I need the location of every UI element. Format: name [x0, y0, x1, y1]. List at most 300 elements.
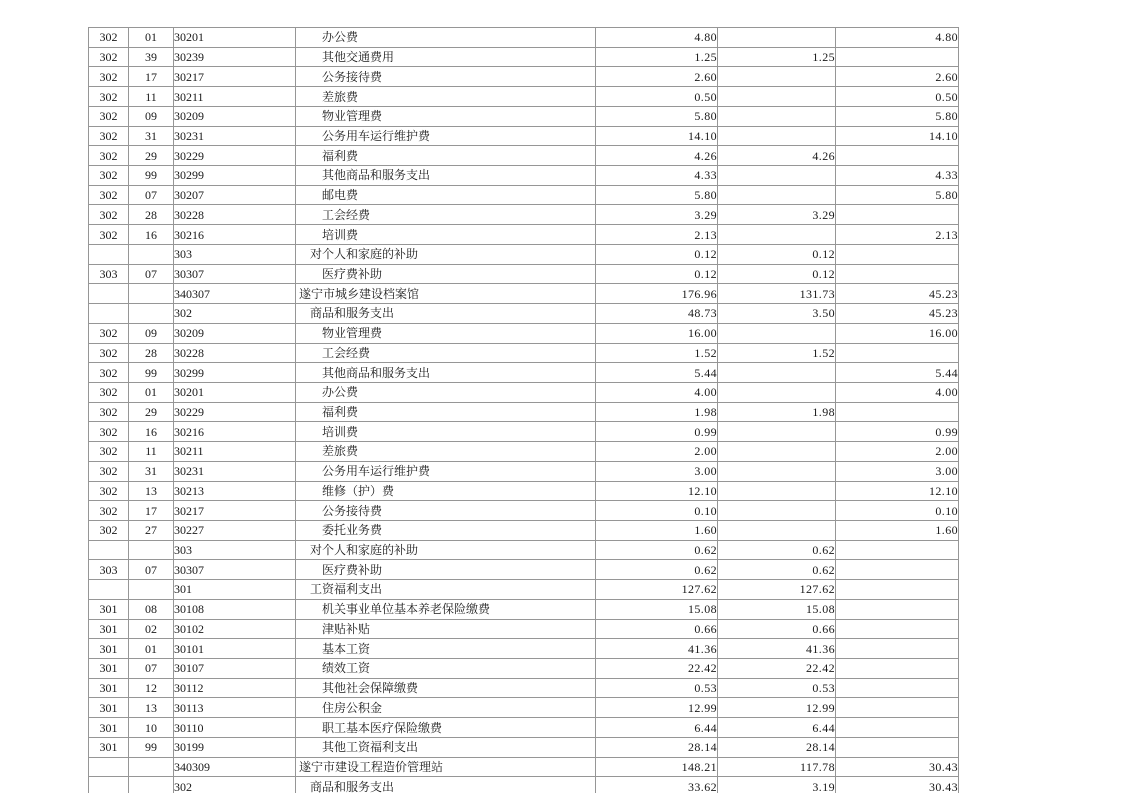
item-code-cell: 01	[129, 639, 174, 659]
table-row	[89, 244, 959, 264]
amount1-cell: 5.44	[596, 363, 718, 383]
amount1-cell: 6.44	[596, 718, 718, 738]
name-cell: 差旅费	[296, 87, 596, 107]
class-code-cell: 302	[89, 225, 129, 245]
name-cell: 福利费	[296, 146, 596, 166]
table-row	[89, 146, 959, 166]
amount2-cell	[718, 363, 836, 383]
name-cell: 其他社会保障缴费	[296, 678, 596, 698]
amount1-cell: 0.62	[596, 560, 718, 580]
class-code-cell: 302	[89, 126, 129, 146]
name-cell: 委托业务费	[296, 520, 596, 540]
class-code-cell: 302	[89, 501, 129, 521]
amount2-cell: 1.52	[718, 343, 836, 363]
amount1-cell: 28.14	[596, 737, 718, 757]
class-code-cell: 302	[89, 520, 129, 540]
table-row	[89, 501, 959, 521]
code-cell: 30209	[174, 323, 296, 343]
table-row	[89, 461, 959, 481]
code-cell: 303	[174, 244, 296, 264]
amount2-cell	[718, 461, 836, 481]
class-code-cell	[89, 284, 129, 304]
amount1-cell: 0.53	[596, 678, 718, 698]
amount2-cell: 1.25	[718, 47, 836, 67]
amount2-cell	[718, 166, 836, 186]
code-cell: 30213	[174, 481, 296, 501]
amount3-cell: 3.00	[836, 461, 959, 481]
table-row	[89, 540, 959, 560]
name-cell: 遂宁市建设工程造价管理站	[296, 757, 596, 777]
amount2-cell	[718, 87, 836, 107]
class-code-cell: 302	[89, 442, 129, 462]
amount3-cell	[836, 639, 959, 659]
code-cell: 30227	[174, 520, 296, 540]
table-row	[89, 442, 959, 462]
class-code-cell: 301	[89, 619, 129, 639]
item-code-cell: 13	[129, 698, 174, 718]
amount3-cell: 2.00	[836, 442, 959, 462]
code-cell: 340309	[174, 757, 296, 777]
item-code-cell: 01	[129, 382, 174, 402]
amount3-cell	[836, 659, 959, 679]
item-code-cell: 31	[129, 126, 174, 146]
class-code-cell	[89, 580, 129, 600]
amount1-cell: 41.36	[596, 639, 718, 659]
code-cell: 30110	[174, 718, 296, 738]
table-row	[89, 422, 959, 442]
amount2-cell	[718, 520, 836, 540]
amount3-cell: 2.13	[836, 225, 959, 245]
table-row	[89, 47, 959, 67]
amount3-cell: 4.80	[836, 28, 959, 48]
amount1-cell: 4.26	[596, 146, 718, 166]
table-row	[89, 363, 959, 383]
amount1-cell: 2.60	[596, 67, 718, 87]
name-cell: 职工基本医疗保险缴费	[296, 718, 596, 738]
table-row	[89, 304, 959, 324]
code-cell: 30207	[174, 185, 296, 205]
name-cell: 津贴补贴	[296, 619, 596, 639]
class-code-cell: 302	[89, 87, 129, 107]
class-code-cell: 301	[89, 737, 129, 757]
amount1-cell: 4.80	[596, 28, 718, 48]
table-row	[89, 284, 959, 304]
item-code-cell	[129, 284, 174, 304]
amount1-cell: 15.08	[596, 599, 718, 619]
name-cell: 办公费	[296, 28, 596, 48]
table-row	[89, 718, 959, 738]
code-cell: 30201	[174, 382, 296, 402]
code-cell: 30228	[174, 343, 296, 363]
amount1-cell: 12.99	[596, 698, 718, 718]
code-cell: 30201	[174, 28, 296, 48]
amount3-cell: 14.10	[836, 126, 959, 146]
table-row	[89, 402, 959, 422]
name-cell: 培训费	[296, 225, 596, 245]
amount2-cell: 127.62	[718, 580, 836, 600]
name-cell: 绩效工资	[296, 659, 596, 679]
amount2-cell	[718, 126, 836, 146]
code-cell: 30307	[174, 264, 296, 284]
amount3-cell	[836, 264, 959, 284]
item-code-cell: 99	[129, 363, 174, 383]
class-code-cell	[89, 244, 129, 264]
code-cell: 30199	[174, 737, 296, 757]
name-cell: 商品和服务支出	[296, 304, 596, 324]
table-row	[89, 323, 959, 343]
amount3-cell	[836, 678, 959, 698]
code-cell: 30216	[174, 422, 296, 442]
item-code-cell	[129, 540, 174, 560]
amount3-cell	[836, 402, 959, 422]
amount1-cell: 0.50	[596, 87, 718, 107]
table-row	[89, 737, 959, 757]
amount2-cell	[718, 185, 836, 205]
class-code-cell: 302	[89, 323, 129, 343]
amount2-cell	[718, 442, 836, 462]
item-code-cell	[129, 244, 174, 264]
table-row	[89, 757, 959, 777]
class-code-cell: 302	[89, 461, 129, 481]
table-row	[89, 166, 959, 186]
name-cell: 机关事业单位基本养老保险缴费	[296, 599, 596, 619]
name-cell: 办公费	[296, 382, 596, 402]
class-code-cell: 302	[89, 67, 129, 87]
table-row	[89, 67, 959, 87]
class-code-cell: 302	[89, 166, 129, 186]
amount3-cell: 5.80	[836, 185, 959, 205]
amount2-cell: 28.14	[718, 737, 836, 757]
table-row	[89, 225, 959, 245]
item-code-cell: 09	[129, 106, 174, 126]
item-code-cell: 09	[129, 323, 174, 343]
amount2-cell: 131.73	[718, 284, 836, 304]
name-cell: 其他商品和服务支出	[296, 166, 596, 186]
item-code-cell: 02	[129, 619, 174, 639]
table-body	[89, 28, 959, 793]
class-code-cell	[89, 540, 129, 560]
amount2-cell: 0.62	[718, 560, 836, 580]
code-cell: 340307	[174, 284, 296, 304]
table-row	[89, 777, 959, 793]
name-cell: 培训费	[296, 422, 596, 442]
table-row	[89, 28, 959, 48]
name-cell: 工会经费	[296, 343, 596, 363]
amount1-cell: 22.42	[596, 659, 718, 679]
amount1-cell: 0.10	[596, 501, 718, 521]
item-code-cell: 29	[129, 402, 174, 422]
item-code-cell: 39	[129, 47, 174, 67]
item-code-cell: 31	[129, 461, 174, 481]
name-cell: 福利费	[296, 402, 596, 422]
amount3-cell: 5.80	[836, 106, 959, 126]
item-code-cell: 13	[129, 481, 174, 501]
amount3-cell: 45.23	[836, 284, 959, 304]
code-cell: 30231	[174, 126, 296, 146]
amount3-cell	[836, 205, 959, 225]
name-cell: 对个人和家庭的补助	[296, 244, 596, 264]
item-code-cell: 11	[129, 442, 174, 462]
name-cell: 其他交通费用	[296, 47, 596, 67]
class-code-cell	[89, 777, 129, 793]
table-row	[89, 205, 959, 225]
budget-table	[88, 27, 959, 793]
class-code-cell: 302	[89, 205, 129, 225]
amount2-cell	[718, 422, 836, 442]
amount2-cell	[718, 481, 836, 501]
code-cell: 30107	[174, 659, 296, 679]
class-code-cell: 302	[89, 382, 129, 402]
amount3-cell	[836, 146, 959, 166]
table-row	[89, 382, 959, 402]
code-cell: 30102	[174, 619, 296, 639]
name-cell: 医疗费补助	[296, 264, 596, 284]
table-row	[89, 599, 959, 619]
amount2-cell: 4.26	[718, 146, 836, 166]
amount1-cell: 4.33	[596, 166, 718, 186]
amount1-cell: 3.29	[596, 205, 718, 225]
amount3-cell: 4.00	[836, 382, 959, 402]
class-code-cell: 301	[89, 659, 129, 679]
amount3-cell	[836, 540, 959, 560]
amount3-cell: 16.00	[836, 323, 959, 343]
amount1-cell: 3.00	[596, 461, 718, 481]
amount2-cell: 6.44	[718, 718, 836, 738]
class-code-cell: 301	[89, 678, 129, 698]
item-code-cell: 08	[129, 599, 174, 619]
class-code-cell: 302	[89, 402, 129, 422]
item-code-cell: 29	[129, 146, 174, 166]
code-cell: 30229	[174, 402, 296, 422]
table-row	[89, 659, 959, 679]
amount1-cell: 0.12	[596, 244, 718, 264]
amount1-cell: 148.21	[596, 757, 718, 777]
code-cell: 30217	[174, 501, 296, 521]
amount1-cell: 1.52	[596, 343, 718, 363]
amount2-cell: 0.66	[718, 619, 836, 639]
item-code-cell: 01	[129, 28, 174, 48]
name-cell: 对个人和家庭的补助	[296, 540, 596, 560]
table-row	[89, 264, 959, 284]
code-cell: 30216	[174, 225, 296, 245]
amount1-cell: 2.00	[596, 442, 718, 462]
amount3-cell	[836, 718, 959, 738]
name-cell: 住房公积金	[296, 698, 596, 718]
amount1-cell: 33.62	[596, 777, 718, 793]
code-cell: 302	[174, 304, 296, 324]
amount2-cell: 41.36	[718, 639, 836, 659]
class-code-cell: 303	[89, 264, 129, 284]
amount1-cell: 1.98	[596, 402, 718, 422]
class-code-cell: 302	[89, 422, 129, 442]
amount2-cell	[718, 382, 836, 402]
class-code-cell: 302	[89, 106, 129, 126]
table-row	[89, 560, 959, 580]
amount1-cell: 5.80	[596, 185, 718, 205]
class-code-cell: 302	[89, 28, 129, 48]
amount1-cell: 12.10	[596, 481, 718, 501]
amount2-cell	[718, 28, 836, 48]
amount2-cell: 0.62	[718, 540, 836, 560]
amount3-cell: 5.44	[836, 363, 959, 383]
amount3-cell: 4.33	[836, 166, 959, 186]
amount2-cell: 3.19	[718, 777, 836, 793]
name-cell: 公务接待费	[296, 501, 596, 521]
amount3-cell: 2.60	[836, 67, 959, 87]
amount1-cell: 0.12	[596, 264, 718, 284]
table-row	[89, 580, 959, 600]
code-cell: 30228	[174, 205, 296, 225]
amount3-cell: 45.23	[836, 304, 959, 324]
amount1-cell: 14.10	[596, 126, 718, 146]
code-cell: 30299	[174, 166, 296, 186]
amount1-cell: 48.73	[596, 304, 718, 324]
name-cell: 物业管理费	[296, 106, 596, 126]
table-row	[89, 698, 959, 718]
code-cell: 30112	[174, 678, 296, 698]
code-cell: 30217	[174, 67, 296, 87]
code-cell: 30231	[174, 461, 296, 481]
class-code-cell: 301	[89, 639, 129, 659]
item-code-cell: 10	[129, 718, 174, 738]
item-code-cell	[129, 580, 174, 600]
item-code-cell: 27	[129, 520, 174, 540]
table-row	[89, 87, 959, 107]
class-code-cell: 302	[89, 146, 129, 166]
amount2-cell	[718, 225, 836, 245]
amount2-cell: 0.12	[718, 244, 836, 264]
amount3-cell	[836, 580, 959, 600]
amount1-cell: 0.62	[596, 540, 718, 560]
amount1-cell: 127.62	[596, 580, 718, 600]
class-code-cell: 301	[89, 698, 129, 718]
class-code-cell: 303	[89, 560, 129, 580]
code-cell: 30113	[174, 698, 296, 718]
amount3-cell: 1.60	[836, 520, 959, 540]
name-cell: 维修（护）费	[296, 481, 596, 501]
code-cell: 30101	[174, 639, 296, 659]
item-code-cell: 07	[129, 185, 174, 205]
amount3-cell	[836, 560, 959, 580]
item-code-cell: 11	[129, 87, 174, 107]
name-cell: 差旅费	[296, 442, 596, 462]
item-code-cell: 16	[129, 422, 174, 442]
amount3-cell: 0.50	[836, 87, 959, 107]
amount1-cell: 2.13	[596, 225, 718, 245]
code-cell: 30209	[174, 106, 296, 126]
table-row	[89, 126, 959, 146]
class-code-cell: 302	[89, 343, 129, 363]
code-cell: 30299	[174, 363, 296, 383]
code-cell: 303	[174, 540, 296, 560]
name-cell: 工资福利支出	[296, 580, 596, 600]
table-row	[89, 481, 959, 501]
amount2-cell: 12.99	[718, 698, 836, 718]
amount2-cell: 3.50	[718, 304, 836, 324]
amount3-cell: 12.10	[836, 481, 959, 501]
code-cell: 30307	[174, 560, 296, 580]
amount3-cell	[836, 47, 959, 67]
item-code-cell: 07	[129, 560, 174, 580]
name-cell: 物业管理费	[296, 323, 596, 343]
amount1-cell: 0.66	[596, 619, 718, 639]
amount2-cell	[718, 106, 836, 126]
amount1-cell: 4.00	[596, 382, 718, 402]
amount1-cell: 16.00	[596, 323, 718, 343]
amount3-cell	[836, 343, 959, 363]
amount3-cell	[836, 698, 959, 718]
item-code-cell: 16	[129, 225, 174, 245]
class-code-cell: 302	[89, 363, 129, 383]
table-row	[89, 106, 959, 126]
amount2-cell: 117.78	[718, 757, 836, 777]
class-code-cell: 301	[89, 599, 129, 619]
amount3-cell	[836, 599, 959, 619]
amount3-cell: 0.99	[836, 422, 959, 442]
name-cell: 工会经费	[296, 205, 596, 225]
name-cell: 其他商品和服务支出	[296, 363, 596, 383]
name-cell: 公务用车运行维护费	[296, 126, 596, 146]
code-cell: 30239	[174, 47, 296, 67]
item-code-cell: 07	[129, 659, 174, 679]
amount2-cell: 3.29	[718, 205, 836, 225]
class-code-cell: 302	[89, 47, 129, 67]
item-code-cell	[129, 757, 174, 777]
code-cell: 30108	[174, 599, 296, 619]
item-code-cell: 12	[129, 678, 174, 698]
class-code-cell: 302	[89, 185, 129, 205]
table-row	[89, 520, 959, 540]
code-cell: 301	[174, 580, 296, 600]
name-cell: 基本工资	[296, 639, 596, 659]
item-code-cell	[129, 777, 174, 793]
amount2-cell: 0.12	[718, 264, 836, 284]
name-cell: 医疗费补助	[296, 560, 596, 580]
amount1-cell: 176.96	[596, 284, 718, 304]
class-code-cell	[89, 757, 129, 777]
amount3-cell: 30.43	[836, 757, 959, 777]
name-cell: 遂宁市城乡建设档案馆	[296, 284, 596, 304]
table-row	[89, 343, 959, 363]
amount3-cell	[836, 737, 959, 757]
amount2-cell: 1.98	[718, 402, 836, 422]
code-cell: 30211	[174, 442, 296, 462]
class-code-cell: 301	[89, 718, 129, 738]
amount1-cell: 0.99	[596, 422, 718, 442]
amount2-cell: 0.53	[718, 678, 836, 698]
amount2-cell	[718, 501, 836, 521]
name-cell: 商品和服务支出	[296, 777, 596, 793]
item-code-cell: 28	[129, 343, 174, 363]
table-row	[89, 678, 959, 698]
amount3-cell: 30.43	[836, 777, 959, 793]
amount2-cell: 22.42	[718, 659, 836, 679]
item-code-cell: 07	[129, 264, 174, 284]
amount1-cell: 1.25	[596, 47, 718, 67]
code-cell: 30211	[174, 87, 296, 107]
name-cell: 公务接待费	[296, 67, 596, 87]
name-cell: 其他工资福利支出	[296, 737, 596, 757]
code-cell: 302	[174, 777, 296, 793]
item-code-cell: 28	[129, 205, 174, 225]
table-row	[89, 639, 959, 659]
item-code-cell: 99	[129, 737, 174, 757]
item-code-cell: 17	[129, 501, 174, 521]
amount2-cell	[718, 323, 836, 343]
amount3-cell: 0.10	[836, 501, 959, 521]
amount1-cell: 5.80	[596, 106, 718, 126]
code-cell: 30229	[174, 146, 296, 166]
